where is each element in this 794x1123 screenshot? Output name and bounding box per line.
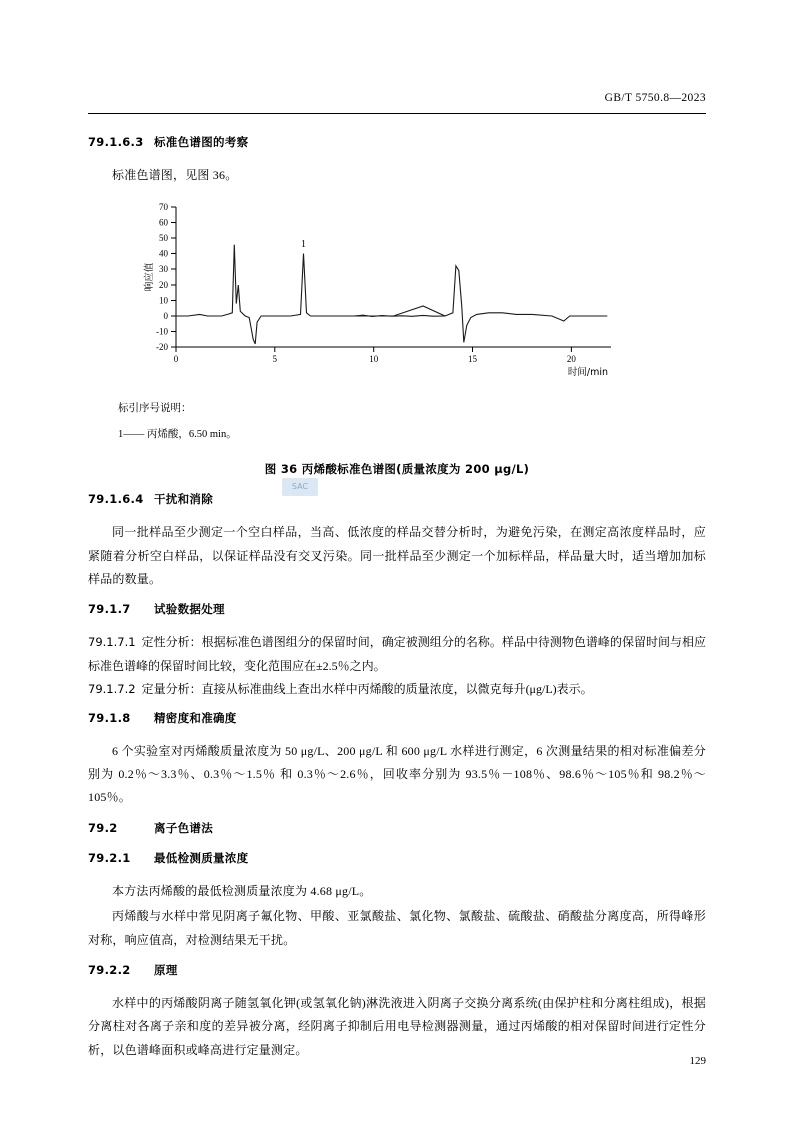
svg-text:10: 10 (369, 354, 379, 365)
figure-legend (118, 399, 706, 445)
chromatogram-plot (116, 199, 706, 389)
heading-title: 标准色谱图的考察 (154, 135, 249, 149)
svg-text:0: 0 (173, 354, 179, 365)
paragraph-min-detection: 本方法丙烯酸的最低检测质量浓度为 4.68 μg/L。 (112, 883, 372, 898)
heading-79-1-6-3 (88, 134, 706, 150)
page-number: 129 (689, 1055, 706, 1067)
peak-label-1: 1 (301, 239, 306, 251)
svg-text:50: 50 (159, 233, 168, 244)
heading-number: 79.1.7 (88, 602, 131, 617)
heading-79-1-7 (88, 601, 706, 617)
svg-text:70: 70 (159, 202, 168, 213)
svg-text:10: 10 (159, 295, 168, 306)
svg-text:15: 15 (468, 354, 477, 365)
heading-title: 离子色谱法 (154, 820, 213, 835)
svg-text:响应值: 响应值 (144, 263, 155, 292)
clause-text: 定性分析：根据标准色谱图组分的保留时间，确定被测组分的名称。样品中待测物色谱峰的保留时间与相应标准色谱峰的保留时间比较，变化范围应在±2.5％之内。 (88, 635, 707, 673)
heading-number: 79.1.8 (88, 710, 131, 725)
heading-79-1-6-4 (88, 491, 706, 507)
svg-text:40: 40 (159, 248, 168, 259)
heading-79-1-8 (88, 710, 706, 726)
heading-79-2 (88, 820, 706, 836)
svg-text:-20: -20 (156, 342, 168, 353)
svg-text:时间/min: 时间/min (567, 367, 608, 379)
svg-text:0: 0 (163, 311, 168, 322)
paragraph-separation: 丙烯酸与水样中常见阴离子氟化物、甲酸、亚氯酸盐、氯化物、氯酸盐、硫酸盐、硝酸盐分离度高，所得峰形对称，响应值高，对检测结果无干扰。 (88, 909, 706, 947)
svg-text:30: 30 (159, 264, 168, 275)
heading-number: 79.2.2 (88, 962, 131, 977)
paragraph-precision: 6 个实验室对丙烯酸质量浓度为 50 μg/L、200 μg/L 和 600 μg/L 水样进行测定，6 次测量结果的相对标准偏差分别为 0.2％～3.3％、0.3％～1.5％ 和 0.3％～2.6％，回收率分别为 93.5％－108％、98.6％～105％和 98.2％～105％。 (88, 743, 706, 805)
page-header: GB/T 5750.8—2023 (604, 92, 706, 104)
clause-text: 定量分析：直接从标准曲线上查出水样中丙烯酸的质量浓度，以微克每升(μg/L)表示。 (141, 682, 593, 697)
heading-title: 原理 (154, 962, 178, 977)
svg-text:60: 60 (159, 217, 168, 228)
svg-text:-10: -10 (156, 326, 168, 337)
heading-title: 试验数据处理 (154, 602, 225, 617)
legend-title: 标引序号说明： (118, 403, 192, 415)
paragraph-figure-intro: 标准色谱图，见图 36。 (112, 168, 238, 182)
watermark-badge: SAC (282, 478, 318, 496)
paragraph-interference: 同一批样品至少测定一个空白样品，当高、低浓度的样品交替分析时，为避免污染，在测定高浓度样品时，应紧随着分析空白样品，以保证样品没有交叉污染。同一批样品至少测定一个加标样品，样品量大时，适当增加加标样品的数量。 (88, 525, 706, 587)
clause-79-1-7-1 (88, 631, 706, 678)
svg-text:5: 5 (272, 354, 278, 365)
heading-title: 干扰和消除 (154, 492, 213, 507)
figure-36 (88, 199, 706, 477)
heading-number: 79.1.6.4 (88, 492, 144, 507)
heading-number: 79.2.1 (88, 850, 131, 865)
paragraph-principle: 水样中的丙烯酸阴离子随氢氧化钾(或氢氧化钠)淋洗液进入阴离子交换分离系统(由保护柱和分离柱组成)，根据分离柱对各离子亲和度的差异被分离，经阴离子抑制后用电导检测器测量，通过丙烯酸的相对保留时间进行定性分析，以色谱峰面积或峰高进行定量测定。 (88, 995, 706, 1057)
chromatogram-svg (116, 199, 646, 384)
heading-number: 79.1.6.3 (88, 135, 144, 149)
clause-number: 79.1.7.2 (88, 682, 136, 697)
heading-title: 精密度和准确度 (154, 710, 237, 725)
heading-number: 79.2 (88, 820, 118, 835)
heading-79-2-2 (88, 962, 706, 978)
document-content (88, 134, 706, 1064)
figure-caption: 图 36 丙烯酸标准色谱图(质量浓度为 200 μg/L) (264, 462, 530, 477)
heading-title: 最低检测质量浓度 (154, 850, 249, 865)
clause-number: 79.1.7.1 (88, 635, 136, 650)
heading-79-2-1 (88, 850, 706, 866)
svg-text:20: 20 (159, 280, 168, 291)
legend-item: 1—— 丙烯酸，6.50 min。 (118, 429, 237, 441)
svg-text:20: 20 (566, 354, 576, 365)
clause-79-1-7-2 (88, 678, 706, 701)
header-divider (88, 113, 706, 114)
